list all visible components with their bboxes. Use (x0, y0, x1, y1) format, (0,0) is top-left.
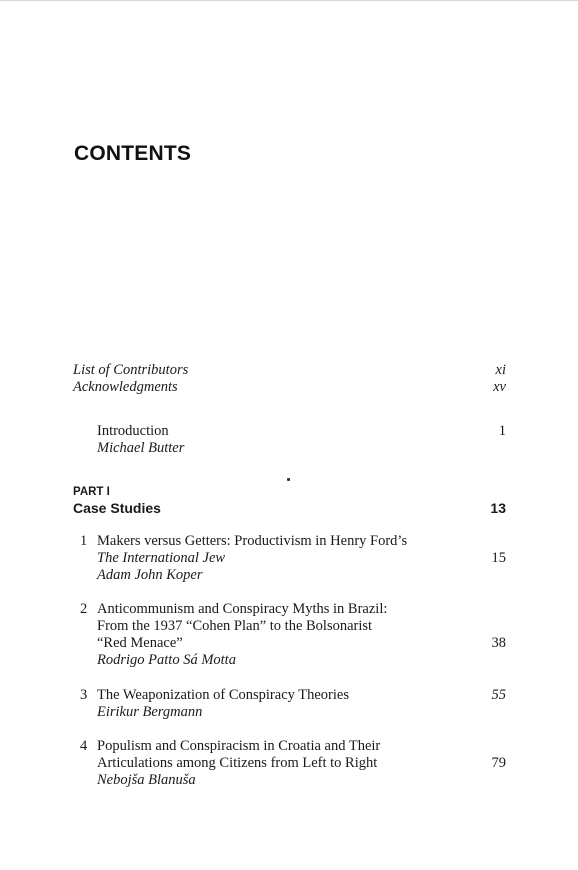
chapter-page: 38 (491, 635, 506, 651)
chapter-number: 4 (80, 738, 88, 754)
chapter-title-line: From the 1937 “Cohen Plan” to the Bolsonarist (97, 618, 373, 634)
chapter-title-line: “Red Menace” (97, 635, 183, 651)
toc-chapter-3[interactable] (0, 687, 578, 721)
part-page: 13 (490, 500, 506, 516)
chapter-author: Nebojša Blanuša (97, 772, 196, 788)
toc-entry-introduction[interactable] (0, 423, 578, 457)
chapter-title-line: Anticommunism and Conspiracy Myths in Brazil: (97, 601, 388, 617)
toc-entry-page: xi (495, 362, 506, 378)
chapter-number: 3 (80, 687, 88, 703)
toc-entry-contributors[interactable] (0, 362, 578, 379)
chapter-number: 1 (80, 533, 88, 549)
chapter-page: 15 (491, 550, 506, 566)
toc-entry-label: List of Contributors (73, 362, 189, 378)
page-title: CONTENTS (74, 142, 192, 165)
part-label: PART I (73, 486, 110, 498)
toc-entry-page: xv (493, 379, 506, 395)
stray-mark (287, 478, 290, 481)
chapter-number: 2 (80, 601, 88, 617)
chapter-author: Adam John Koper (97, 567, 203, 583)
chapter-title-line: The Weaponization of Conspiracy Theories (97, 687, 349, 703)
chapter-author: Rodrigo Patto Sá Motta (97, 652, 236, 668)
chapter-page: 79 (491, 755, 506, 771)
toc-entry-label: Acknowledgments (73, 379, 178, 395)
toc-chapter-1[interactable] (0, 533, 578, 584)
chapter-title-line: Makers versus Getters: Productivism in Henry Ford’s (97, 533, 408, 549)
part-title: Case Studies (73, 500, 161, 516)
toc-part-heading[interactable] (0, 485, 578, 517)
chapter-page: 55 (491, 687, 506, 703)
toc-chapter-2[interactable] (0, 601, 578, 669)
chapter-title-line: Articulations among Citizens from Left to Right (97, 755, 378, 771)
chapter-title-line: Populism and Conspiracism in Croatia and Their (97, 738, 381, 754)
toc-entry-page: 1 (498, 423, 506, 439)
page-top-border (0, 0, 578, 1)
chapter-author: Eirikur Bergmann (97, 704, 203, 720)
chapter-title-line: The International Jew (97, 550, 226, 566)
toc-entry-author: Michael Butter (97, 440, 185, 456)
toc-chapter-4[interactable] (0, 738, 578, 789)
toc-entry-label: Introduction (97, 423, 169, 439)
toc-entry-acknowledgments[interactable] (0, 379, 578, 396)
